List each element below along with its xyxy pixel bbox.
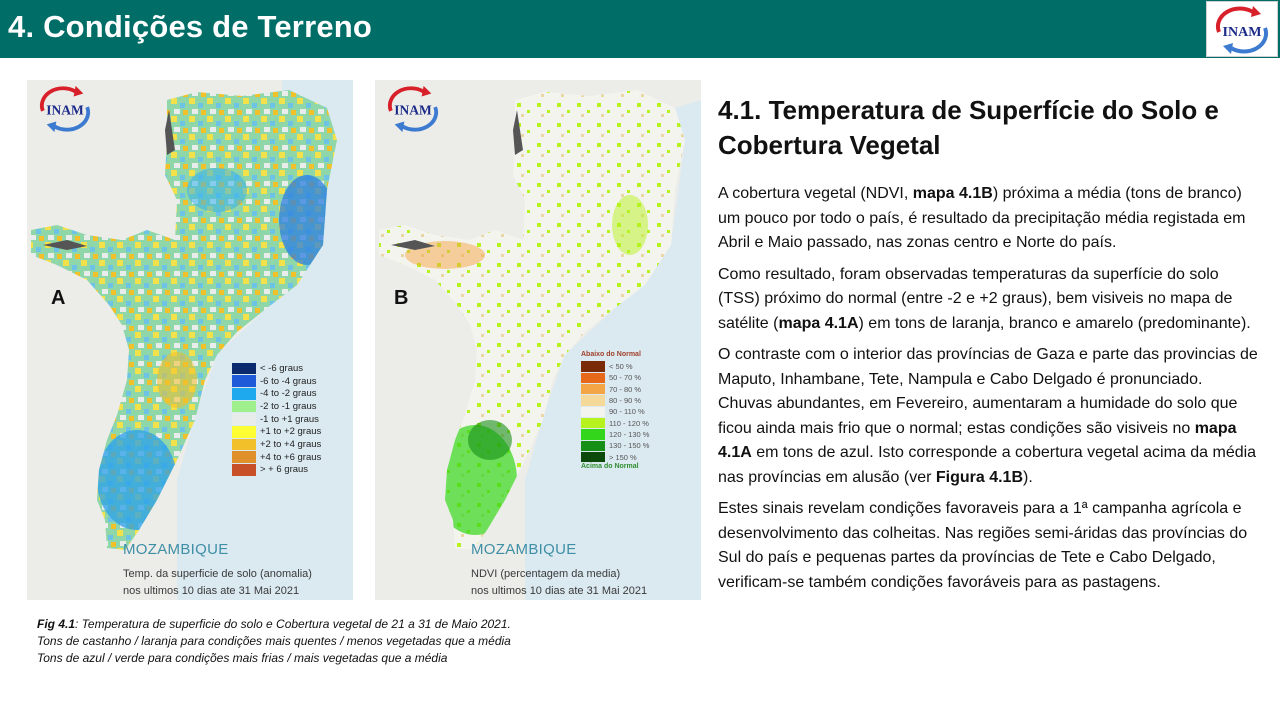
map_b-legend-item (581, 406, 649, 417)
map_b-legend-item (581, 384, 649, 395)
map_a-legend-swatch (232, 413, 256, 425)
map-b-label: B (394, 287, 409, 309)
paragraph-3 (718, 343, 1260, 490)
map_a-legend-label: -6 to -4 graus (260, 375, 317, 387)
map_b-legend-swatch (581, 441, 605, 451)
map_a-legend-item (232, 464, 321, 477)
map-a-period: nos ultimos 10 dias ate 31 Mai 2021 (123, 585, 300, 597)
p3-text-c: em tons de azul. Isto corresponde a cobertura vegetal acima da média nas províncias em alusão (ver (718, 444, 1257, 486)
map_b-legend-label: > 150 % (609, 452, 637, 462)
map_b-legend-swatch (581, 361, 605, 371)
legend-rows (581, 361, 649, 463)
map_b-legend-item (581, 440, 649, 451)
p2-text-a: Como resultado, foram observadas temperaturas da superfície do solo (TSS) próximo do normal (entre -2 e +2 graus), bem visiveis no mapa de satélite ( (718, 265, 1233, 332)
map-b-country-label: MOZAMBIQUE (471, 541, 577, 558)
map_a-legend-item (232, 425, 321, 438)
map_a-legend-item (232, 438, 321, 451)
figure-caption (37, 616, 657, 667)
map-ndvi (375, 80, 701, 600)
map_a-legend-swatch (232, 464, 256, 476)
map_a-legend-swatch (232, 451, 256, 463)
map_a-legend-label: -4 to -2 graus (260, 388, 317, 400)
map_b-legend-swatch (581, 452, 605, 462)
map_b-legend-swatch (581, 395, 605, 405)
map_b-legend-item (581, 395, 649, 406)
p1-text-a: A cobertura vegetal (NDVI, (718, 185, 913, 202)
paragraph-4: Estes sinais revelam condições favoraveis para a 1ª campanha agrícola e desenvolvimento das colheitas. Nas regiões semi-áridas das províncias do Sul do país e pequenas partes da províncias de Tete e Cabo Delgado, verificam-se também condições favoráveis para as pastagens. (718, 500, 1248, 591)
caption-line-3: Tons de azul / verde para condições mais frias / mais vegetadas que a média (37, 651, 448, 665)
map_b-legend-swatch (581, 384, 605, 394)
map_b-legend-item (581, 417, 649, 428)
map_b-legend-label: 120 - 130 % (609, 429, 650, 439)
legend-head-label: Abaixo do Normal (581, 351, 641, 358)
map_a-legend-label: > + 6 graus (260, 464, 309, 476)
inam-logo-icon (379, 82, 447, 134)
p2-text-c: ) em tons de laranja, branco e amarelo (predominante). (858, 314, 1251, 332)
p1-text-c: ) próxima a média (tons de branco) um pouco por todo o país, é resultado da precipitação média registada em Abril e Maio passado, nas zonas centro e Norte do país. (718, 185, 1246, 251)
map_a-legend-item (232, 387, 321, 400)
map_a-legend-item (232, 451, 321, 464)
svg-text:INAM: INAM (46, 102, 84, 118)
map-a-subtitle: Temp. da superficie de solo (anomalia) (123, 568, 312, 580)
map_b-legend-swatch (581, 429, 605, 439)
map_b-legend-swatch (581, 407, 605, 417)
map-a-graphic (27, 80, 353, 600)
map_b-legend-item (581, 429, 649, 440)
map_a-legend-label: -1 to +1 graus (260, 413, 319, 425)
map_a-legend-swatch (232, 426, 256, 438)
map_b-legend-label: 80 - 90 % (609, 396, 642, 406)
map_a-legend-label: < -6 graus (260, 362, 304, 374)
paragraph-2 (718, 263, 1260, 337)
caption-line-1-text: : Temperatura de superficie do solo e Cobertura vegetal de 21 a 31 de Maio 2021. (75, 617, 511, 631)
header-bar (0, 0, 1280, 58)
map_a-legend-swatch (232, 375, 256, 387)
map-b-subtitle: NDVI (percentagem da media) (471, 568, 621, 580)
map_a-legend-swatch (232, 401, 256, 413)
p3-map-ref: mapa 4.1A (718, 419, 1237, 461)
map-b-period: nos ultimos 10 dias ate 31 Mai 2021 (471, 585, 648, 597)
map_b-legend-label: 50 - 70 % (609, 373, 642, 383)
paragraph-1 (718, 182, 1260, 256)
page-title: 4. Condições de Terreno (8, 9, 373, 44)
map_a-legend-label: -2 to -1 graus (260, 400, 317, 412)
map_a-legend-swatch (232, 363, 256, 375)
map_a-legend-item (232, 413, 321, 426)
map-a-legend (232, 362, 321, 476)
caption-line-1 (37, 616, 657, 633)
map_b-legend-item (581, 372, 649, 383)
map_b-legend-label: 90 - 110 % (609, 407, 645, 417)
inam-logo-icon (1207, 2, 1277, 56)
map-b-inam-logo (379, 82, 447, 134)
map_b-legend-label: 130 - 150 % (609, 441, 650, 451)
svg-text:INAM: INAM (394, 102, 432, 118)
map_b-legend-swatch (581, 373, 605, 383)
map-a-inam-logo (31, 82, 99, 134)
legend-foot-label: Acima do Normal (581, 462, 639, 470)
map_b-legend-item (581, 361, 649, 372)
p2-map-ref: mapa 4.1A (778, 314, 859, 332)
map-land-surface-temperature (27, 80, 353, 600)
inam-logo-icon (31, 82, 99, 134)
map_a-legend-item (232, 375, 321, 388)
section-body (718, 182, 1260, 602)
map_a-legend-item (232, 400, 321, 413)
p3-text-a: O contraste com o interior das províncias de Gaza e parte das provincias de Maputo, Inhambane, Tete, Nampula e Cabo Delgado é pronunciado. Chuvas abundantes, em Fevereiro, aumentaram a humidade do solo que ficou ainda mais frio que o normal; estas condições são visiveis no (718, 346, 1258, 437)
map_b-legend-swatch (581, 418, 605, 428)
inam-logo (1206, 1, 1278, 57)
svg-text:INAM: INAM (1222, 25, 1262, 40)
map_a-legend-label: +2 to +4 graus (260, 438, 322, 450)
map_a-legend-label: +4 to +6 graus (260, 451, 322, 463)
map_a-legend-swatch (232, 388, 256, 400)
caption-fig-label: Fig 4.1 (37, 617, 76, 631)
map_a-legend-swatch (232, 439, 256, 451)
section-title: 4.1. Temperatura de Superfície do Solo e Cobertura Vegetal (718, 95, 1219, 160)
map_a-legend-item (232, 362, 321, 375)
map_b-legend-item (581, 451, 649, 462)
map_b-legend-label: 70 - 80 % (609, 384, 642, 394)
map_a-legend-label: +1 to +2 graus (260, 426, 322, 438)
map-b-graphic (375, 80, 701, 600)
map_b-legend-label: < 50 % (609, 362, 633, 372)
map_b-legend-label: 110 - 120 % (609, 418, 649, 428)
p3-figure-ref: Figura 4.1B (935, 468, 1024, 486)
p1-map-ref: mapa 4.1B (912, 185, 993, 202)
map-b-legend (581, 351, 649, 473)
map-a-label: A (51, 287, 66, 309)
p3-text-e: ). (1023, 468, 1033, 486)
map-a-country-label: MOZAMBIQUE (123, 541, 229, 558)
caption-line-2: Tons de castanho / laranja para condições mais quentes / menos vegetadas que a média (37, 634, 511, 648)
